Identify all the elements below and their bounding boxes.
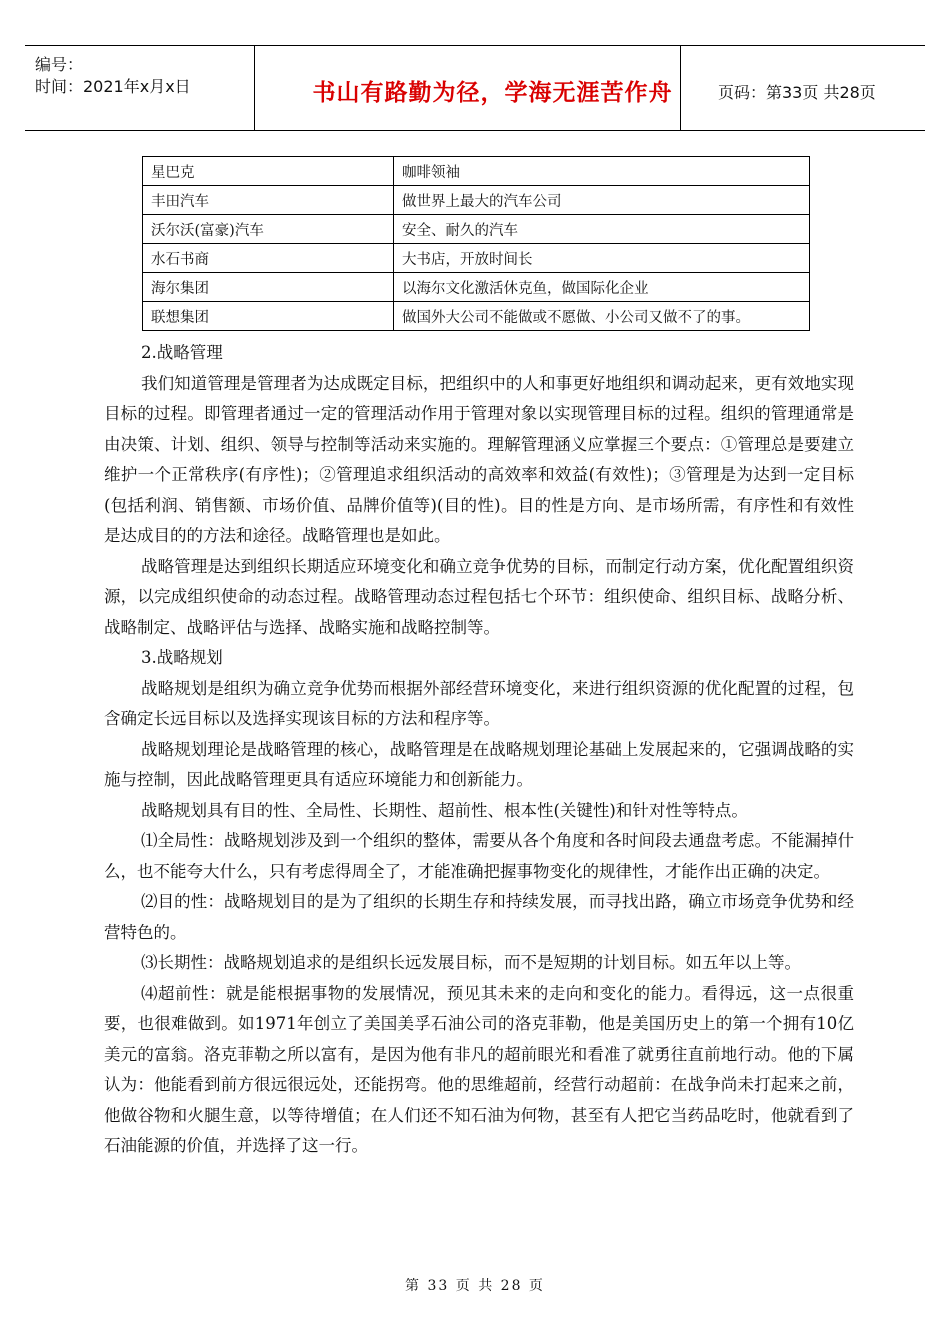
header-divider-right: [680, 46, 681, 130]
page-footer: 第 33 页 共 28 页: [405, 1278, 545, 1294]
table-row: [143, 244, 810, 273]
section-heading-strategic-management: 2.战略管理: [141, 343, 223, 362]
list-item: ⑵目的性：战略规划目的是为了组织的长期生存和持续发展，而寻找出路，确立市场竞争优势和经营特色的。: [104, 892, 854, 942]
header-page-info: 页码：第33页 共28页: [718, 83, 876, 102]
list-item: ⑴全局性：战略规划涉及到一个组织的整体，需要从各个角度和各时间段去通盘考虑。不能漏掉什么，也不能夸大什么，只有考虑得周全了，才能准确把握事物变化的规律性，才能作出正确的决定。: [104, 831, 854, 881]
table-cell-positioning: 做国外大公司不能做或不愿做、小公司又做不了的事。: [394, 302, 810, 331]
table-row: [143, 186, 810, 215]
page-header: [25, 45, 925, 131]
document-body: [104, 338, 854, 1162]
brand-table: [142, 156, 810, 331]
paragraph: 战略规划具有目的性、全局性、长期性、超前性、根本性(关键性)和针对性等特点。: [141, 800, 748, 820]
table-cell-positioning: 以海尔文化激活休克鱼，做国际化企业: [394, 273, 810, 302]
list-item: ⑷超前性：就是能根据事物的发展情况，预见其未来的走向和变化的能力。看得远，这一点很重要，也很难做到。如1971年创立了美国美孚石油公司的洛克菲勒，他是美国历史上的第一个拥有10亿美元的富翁。洛克菲勒之所以富有，是因为他有非凡的超前眼光和看准了就勇往直前地行动。他的下属认为：他能看到前方很远很远处，还能拐弯。他的思维超前，经营行动超前：在战争尚未打起来之前，他做谷物和火腿生意，以等待增值；在人们还不知石油为何物，甚至有人把它当药品吃时，他就看到了石油能源的价值，并选择了这一行。: [104, 983, 854, 1155]
table-cell-company: 水石书商: [143, 244, 394, 273]
table-cell-company: 沃尔沃(富豪)汽车: [143, 215, 394, 244]
header-divider-left: [254, 46, 255, 130]
paragraph: 战略规划理论是战略管理的核心，战略管理是在战略规划理论基础上发展起来的，它强调战略的实施与控制，因此战略管理更具有适应环境能力和创新能力。: [104, 739, 854, 789]
paragraph: 战略管理是达到组织长期适应环境变化和确立竞争优势的目标，而制定行动方案，优化配置组织资源，以完成组织使命的动态过程。战略管理动态过程包括七个环节：组织使命、组织目标、战略分析、战略制定、战略评估与选择、战略实施和战略控制等。: [104, 556, 854, 637]
header-motto: 书山有路勤为径，学海无涯苦作舟: [312, 80, 673, 106]
table-cell-company: 丰田汽车: [143, 186, 394, 215]
time-label: 时间：2021年x月x日: [35, 77, 191, 96]
section-heading-strategic-planning: 3.战略规划: [141, 648, 223, 667]
paragraph: 战略规划是组织为确立竞争优势而根据外部经营环境变化，来进行组织资源的优化配置的过程，包含确定长远目标以及选择实现该目标的方法和程序等。: [104, 678, 854, 728]
table-cell-company: 星巴克: [143, 157, 394, 186]
table-row: [143, 215, 810, 244]
table-cell-company: 联想集团: [143, 302, 394, 331]
paragraph: 我们知道管理是管理者为达成既定目标，把组织中的人和事更好地组织和调动起来，更有效地实现目标的过程。即管理者通过一定的管理活动作用于管理对象以实现管理目标的过程。组织的管理通常是由决策、计划、组织、领导与控制等活动来实施的。理解管理涵义应掌握三个要点：①管理总是要建立维护一个正常秩序(有序性)；②管理追求组织活动的高效率和效益(有效性)；③管理是为达到一定目标(包括利润、销售额、市场价值、品牌价值等)(目的性)。目的性是方向、是市场所需，有序性和有效性是达成目的的方法和途径。战略管理也是如此。: [104, 373, 854, 545]
table-cell-positioning: 大书店，开放时间长: [394, 244, 810, 273]
list-item: ⑶长期性：战略规划追求的是组织长远发展目标，而不是短期的计划目标。如五年以上等。: [141, 953, 801, 972]
table-row: [143, 302, 810, 331]
table-row: [143, 273, 810, 302]
table-row: [143, 157, 810, 186]
table-cell-positioning: 做世界上最大的汽车公司: [394, 186, 810, 215]
table-cell-positioning: 咖啡领袖: [394, 157, 810, 186]
doc-number-label: 编号：: [35, 55, 84, 74]
header-meta: [35, 54, 191, 98]
table-cell-company: 海尔集团: [143, 273, 394, 302]
table-cell-positioning: 安全、耐久的汽车: [394, 215, 810, 244]
